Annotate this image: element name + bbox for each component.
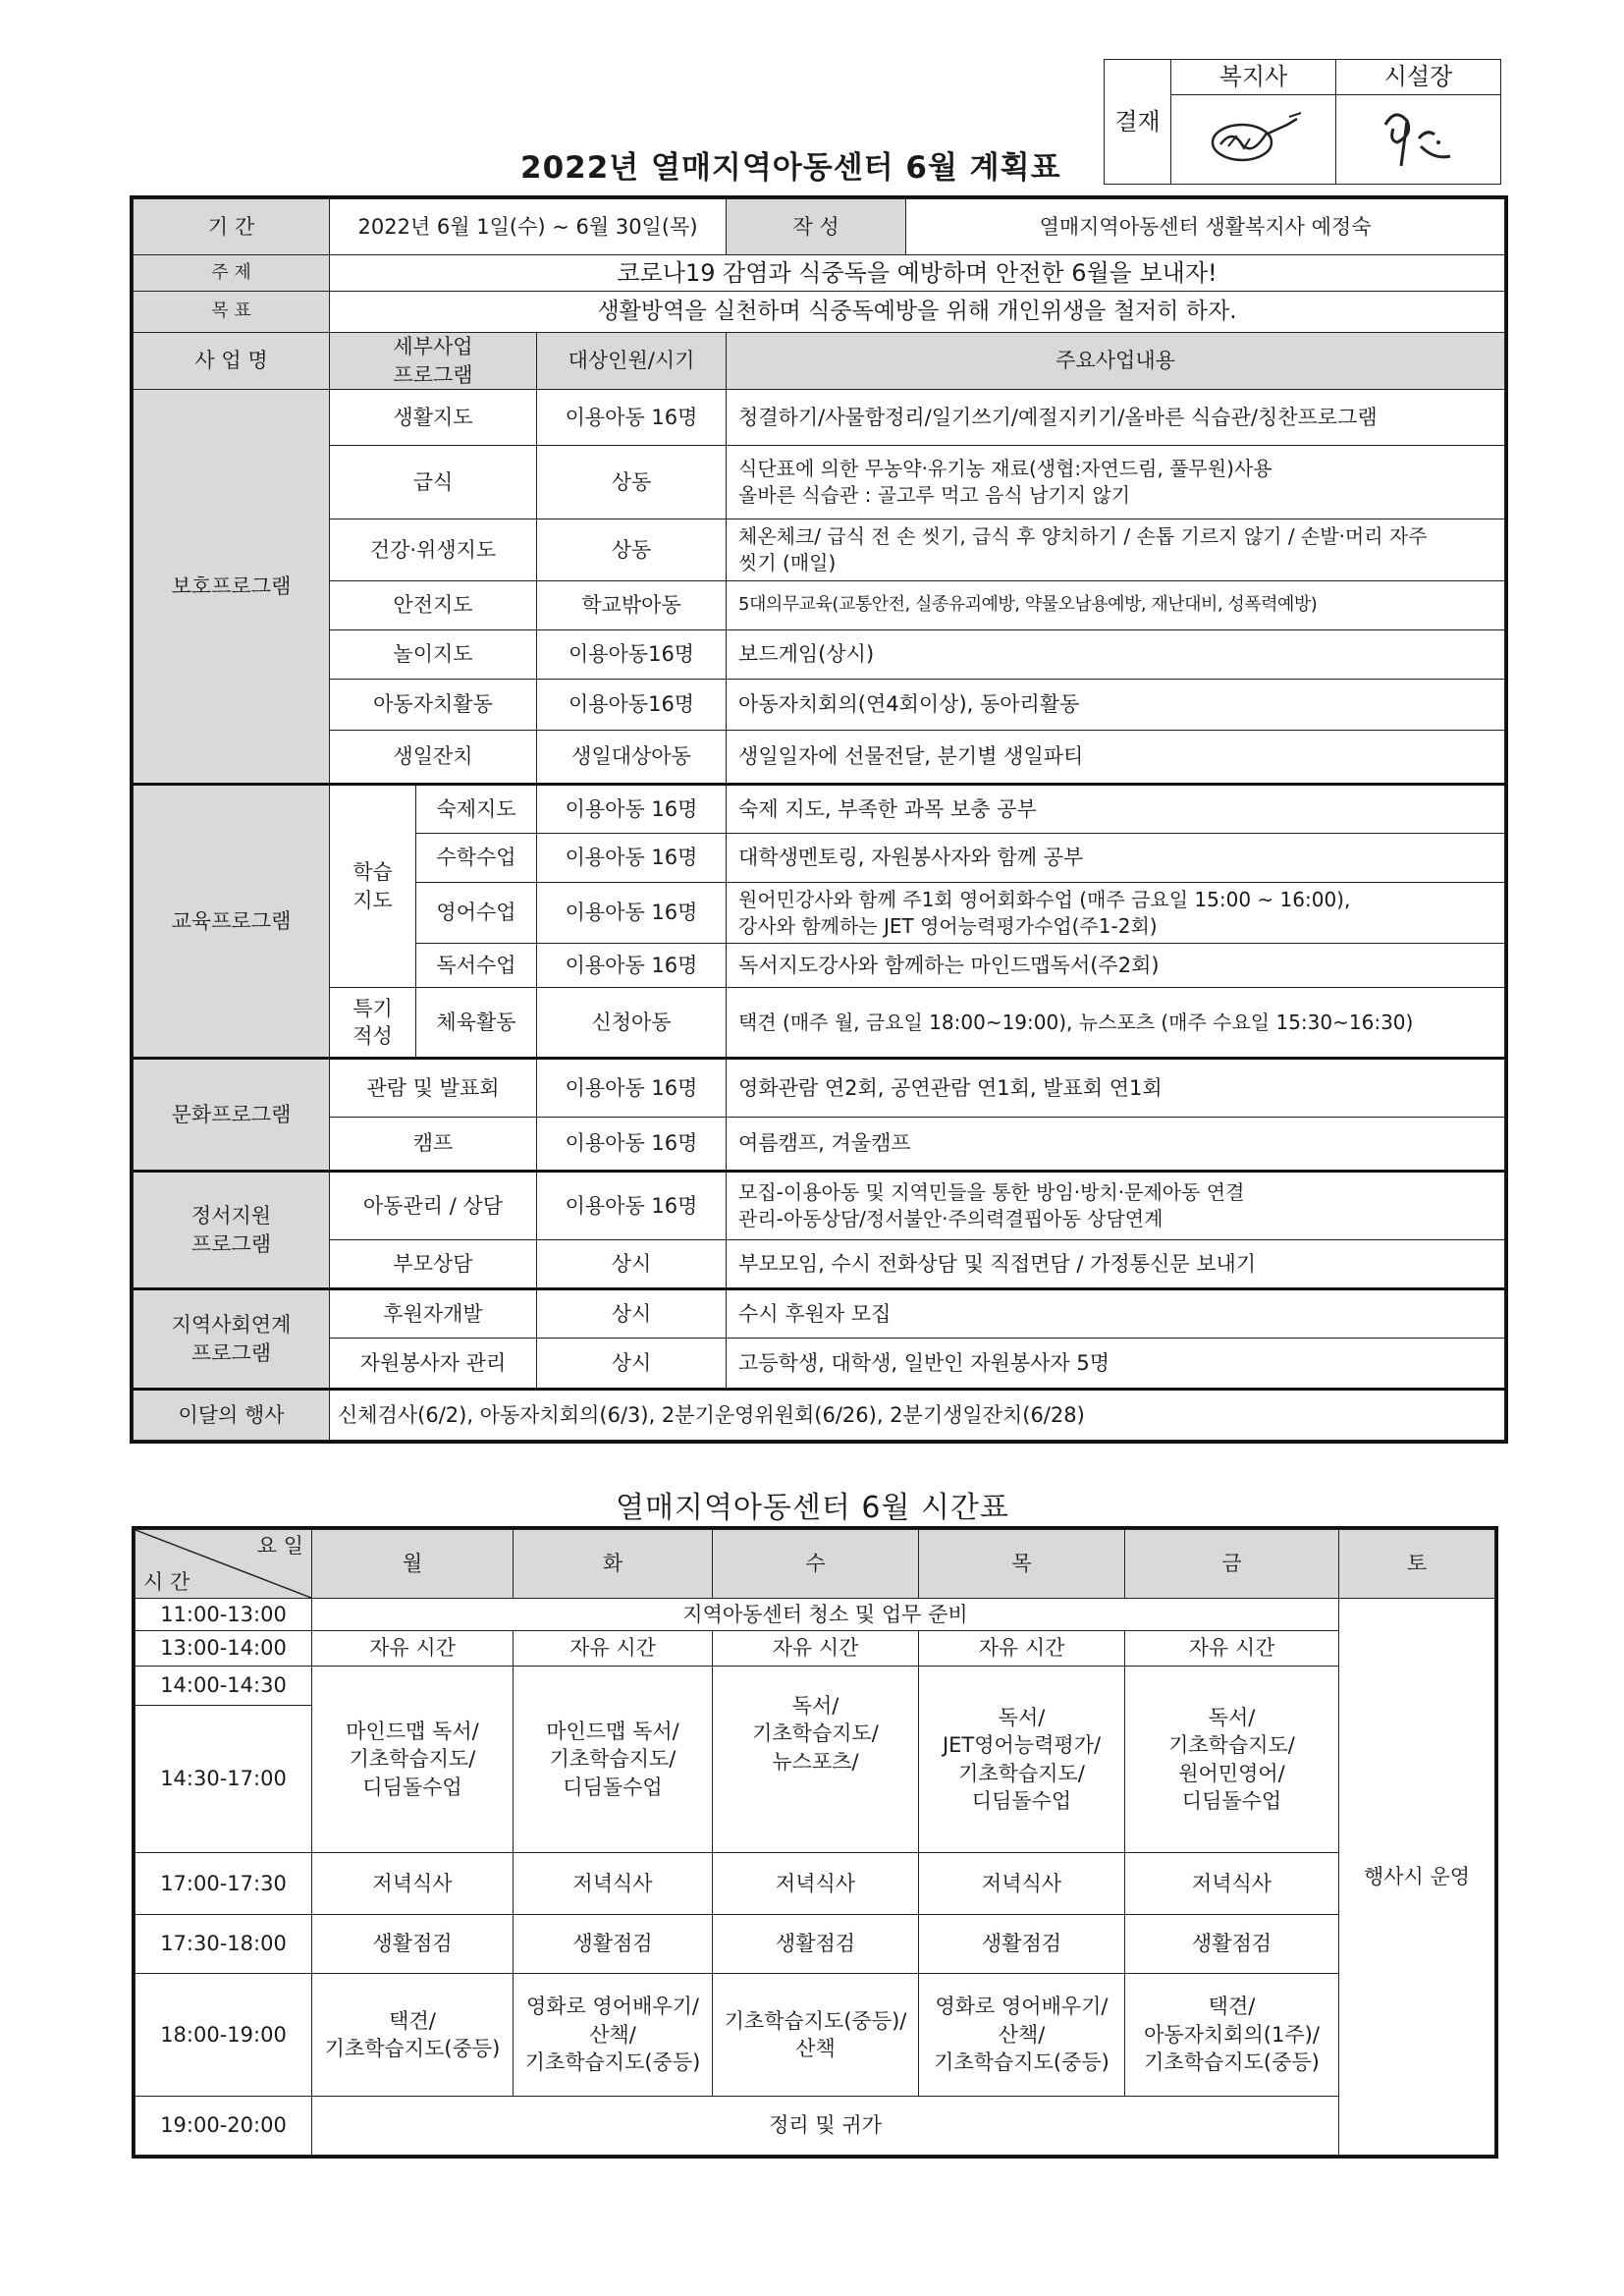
corner-time-label: 시 간 [143,1569,190,1594]
plan-table [133,198,1505,1441]
schedule-cell: 자유 시간 [514,1631,713,1667]
schedule-line: 마인드맵 독서/ [346,1719,479,1743]
day-header: 금 [1125,1530,1339,1599]
schedule-cell [713,1667,919,1853]
program-content-line: 올바른 식습관 : 골고루 먹고 음식 남기지 않기 [738,483,1131,507]
schedule-line: 기초학습지도/ [1168,1733,1295,1758]
theme-value: 코로나19 감염과 식중독을 예방하며 안전한 6월을 보내자! [330,255,1505,292]
program-content-line: 식단표에 의한 무농약·유기농 재료(생협:자연드림, 풀무원)사용 [738,457,1272,480]
theme-label: 주 제 [134,255,330,292]
head-detail-line1: 세부사업 [393,335,473,359]
events-value: 신체검사(6/2), 아동자치회의(6/3), 2분기운영위원회(6/26), 2분기생일잔치(6/28) [330,1390,1505,1441]
program-name: 생일잔치 [330,731,537,785]
community-program-line1: 지역사회연계 [171,1313,292,1338]
program-target: 이용아동 16명 [537,944,727,988]
program-name: 생활지도 [330,390,537,446]
approval-col-social-worker: 복지사 [1171,60,1336,95]
program-name: 수학수업 [416,834,537,883]
schedule-line: 마인드맵 독서/ [546,1719,679,1743]
program-name: 건강·위생지도 [330,519,537,581]
program-name: 아동자치활동 [330,680,537,731]
director-signature [1336,95,1501,185]
schedule-line: 디딤돌수업 [563,1775,663,1799]
head-business: 사 업 명 [134,333,330,390]
schedule-cell [514,1667,713,1853]
schedule-line: 기초학습지도(중등)/ [724,2008,907,2033]
schedule-cell: 생활점검 [919,1915,1125,1974]
program-target: 상시 [537,1339,727,1390]
schedule-cell [919,1667,1125,1853]
program-content [727,519,1505,581]
program-name: 자원봉사자 관리 [330,1339,537,1390]
social-worker-signature [1171,95,1336,185]
time-slot: 19:00-20:00 [135,2097,312,2156]
corner-day-label: 요 일 [256,1534,303,1558]
timetable-corner [135,1530,312,1599]
schedule-line: 독서/ [791,1694,839,1718]
schedule-cell [312,1974,514,2097]
program-content: 고등학생, 대학생, 일반인 자원봉사자 5명 [727,1339,1505,1390]
schedule-cell: 저녁식사 [312,1853,514,1915]
schedule-line: 기초학습지도/ [752,1722,879,1746]
schedule-cell [1125,1974,1339,2097]
program-content: 아동자치회의(연4회이상), 동아리활동 [727,680,1505,731]
program-content: 보드게임(상시) [727,630,1505,680]
program-target: 이용아동 16명 [537,883,727,944]
writer-label: 작 성 [727,199,906,255]
program-name: 안전지도 [330,581,537,630]
protect-program-label: 보호프로그램 [134,390,330,785]
program-name: 독서수업 [416,944,537,988]
program-name: 급식 [330,446,537,519]
schedule-cell [919,1974,1125,2097]
culture-program-label: 문화프로그램 [134,1059,330,1172]
approval-label: 결재 [1105,60,1171,185]
program-content-line: 관리-아동상담/정서불안·주의력결핍아동 상담연계 [738,1207,1164,1230]
program-name: 캠프 [330,1118,537,1172]
program-target: 이용아동16명 [537,630,727,680]
time-slot: 13:00-14:00 [135,1631,312,1667]
schedule-line: 독서/ [1208,1705,1256,1729]
goal-label: 목 표 [134,292,330,333]
schedule-line: 디딤돌수업 [1181,1788,1282,1813]
program-content: 숙제 지도, 부족한 과목 보충 공부 [727,785,1505,834]
emotion-program-line2: 프로그램 [190,1231,272,1256]
schedule-line: JET영어능력평가/ [942,1733,1102,1758]
emotion-program-label [134,1172,330,1289]
schedule-cell: 생활점검 [312,1915,514,1974]
program-content-line: 강사와 함께하는 JET 영어능력평가수업(주1-2회) [738,913,1158,938]
program-content: 5대의무교육(교통안전, 실종유괴예방, 약물오남용예방, 재난대비, 성폭력예방) [727,581,1505,630]
program-content: 택견 (매주 월, 금요일 18:00~19:00), 뉴스포츠 (매주 수요일 15:30~16:30) [727,988,1505,1059]
program-content: 영화관람 연2회, 공연관람 연1회, 발표회 연1회 [727,1059,1505,1118]
program-content: 청결하기/사물함정리/일기쓰기/예절지키기/올바른 식습관/칭찬프로그램 [727,390,1505,446]
program-content-line: 모집-이용아동 및 지역민들을 통한 방임·방치·문제아동 연결 [738,1180,1245,1204]
program-name: 놀이지도 [330,630,537,680]
schedule-cell: 자유 시간 [919,1631,1125,1667]
schedule-line: 택견/ [389,2008,436,2033]
time-slot: 17:30-18:00 [135,1915,312,1974]
program-target: 이용아동 16명 [537,834,727,883]
day-header: 월 [312,1530,514,1599]
program-name: 영어수업 [416,883,537,944]
day-header: 화 [514,1530,713,1599]
time-slot: 11:00-13:00 [135,1599,312,1631]
approval-col-director: 시설장 [1336,60,1501,95]
writer-value: 열매지역아동센터 생활복지사 예정숙 [906,199,1505,255]
timetable-title: 열매지역아동센터 6월 시간표 [616,1491,1009,1525]
edu-sub-study: 학습 지도 [330,785,416,988]
schedule-line: 산책/ [589,2022,636,2047]
schedule-cell: 자유 시간 [312,1631,514,1667]
program-content: 대학생멘토링, 자원봉사자와 함께 공부 [727,834,1505,883]
emotion-program-line1: 정서지원 [190,1204,272,1229]
program-name: 후원자개발 [330,1289,537,1339]
slot-all-days: 정리 및 귀가 [312,2097,1339,2156]
schedule-cell: 생활점검 [514,1915,713,1974]
schedule-cell [514,1974,713,2097]
edu-program-label: 교육프로그램 [134,785,330,1059]
program-name: 부모상담 [330,1240,537,1289]
schedule-line: 기초학습지도/ [349,1747,476,1772]
head-content: 주요사업내용 [727,333,1505,390]
schedule-line: 영화로 영어배우기/ [525,1995,700,2019]
schedule-cell: 저녁식사 [514,1853,713,1915]
program-content: 여름캠프, 겨울캠프 [727,1118,1505,1172]
program-target: 학교밖아동 [537,581,727,630]
program-target: 상동 [537,519,727,581]
schedule-line: 디딤돌수업 [971,1788,1072,1813]
schedule-line: 산책/ [998,2022,1046,2047]
program-content-line: 원어민강사와 함께 주1회 영어회화수업 (매주 금요일 15:00 ~ 16:00), [738,887,1351,911]
program-target: 이용아동 16명 [537,1172,727,1240]
community-program-label [134,1289,330,1390]
program-target: 신청아동 [537,988,727,1059]
schedule-line: 기초학습지도(중등) [524,2050,701,2075]
program-target: 이용아동16명 [537,680,727,731]
schedule-line: 디딤돌수업 [362,1775,462,1799]
plan-title: 2022년 열매지역아동센터 6월 계획표 [520,150,1061,186]
program-content: 부모모임, 수시 전화상담 및 직접면담 / 가정통신문 보내기 [727,1240,1505,1289]
schedule-cell: 저녁식사 [919,1853,1125,1915]
time-slot: 14:30-17:00 [135,1706,312,1853]
schedule-line: 원어민영어/ [1178,1761,1285,1785]
program-content [727,446,1505,519]
schedule-line: 뉴스포츠/ [772,1749,859,1774]
schedule-cell [713,1974,919,2097]
schedule-cell: 자유 시간 [713,1631,919,1667]
day-header: 목 [919,1530,1125,1599]
period-value: 2022년 6월 1일(수) ~ 6월 30일(목) [330,199,727,255]
slot-all-days: 지역아동센터 청소 및 업무 준비 [312,1599,1339,1631]
program-content-line: 씻기 (매일) [738,551,837,574]
schedule-line: 영화로 영어배우기/ [935,1995,1109,2019]
schedule-cell: 생활점검 [1125,1915,1339,1974]
program-target: 생일대상아동 [537,731,727,785]
schedule-cell: 자유 시간 [1125,1631,1339,1667]
timetable [135,1529,1495,2156]
schedule-line: 기초학습지도(중등) [1144,2050,1320,2075]
schedule-cell: 저녁식사 [1125,1853,1339,1915]
time-slot: 14:00-14:30 [135,1667,312,1706]
head-detail [330,333,537,390]
events-label: 이달의 행사 [134,1390,330,1441]
schedule-line: 기초학습지도(중등) [324,2037,501,2060]
goal-value: 생활방역을 실천하며 식중독예방을 위해 개인위생을 철저히 하자. [330,292,1505,333]
program-content: 생일일자에 선물전달, 분기별 생일파티 [727,731,1505,785]
program-name: 아동관리 / 상담 [330,1172,537,1240]
schedule-cell: 생활점검 [713,1915,919,1974]
schedule-line: 아동자치회의(1주)/ [1144,2022,1320,2047]
program-content [727,883,1505,944]
program-target: 이용아동 16명 [537,1118,727,1172]
program-content [727,1172,1505,1240]
schedule-cell [312,1667,514,1853]
schedule-cell: 저녁식사 [713,1853,919,1915]
schedule-line: 독서/ [998,1705,1046,1729]
schedule-cell [1125,1667,1339,1853]
schedule-line: 택견/ [1208,1995,1256,2019]
program-target: 이용아동 16명 [537,1059,727,1118]
program-name: 숙제지도 [416,785,537,834]
schedule-line: 산책 [795,2037,836,2060]
program-target: 상시 [537,1289,727,1339]
saturday-cell: 행사시 운영 [1339,1599,1495,2156]
program-target: 이용아동 16명 [537,390,727,446]
program-content-line: 체온체크/ 급식 전 손 씻기, 급식 후 양치하기 / 손톱 기르지 않기 / 손발·머리 자주 [738,524,1428,548]
schedule-line: 기초학습지도/ [958,1761,1085,1785]
head-detail-line2: 프로그램 [393,362,473,387]
program-content: 독서지도강사와 함께하는 마인드맵독서(주2회) [727,944,1505,988]
program-target: 이용아동 16명 [537,785,727,834]
head-target: 대상인원/시기 [537,333,727,390]
approval-box [1104,59,1501,185]
community-program-line2: 프로그램 [190,1340,272,1365]
program-name: 관람 및 발표회 [330,1059,537,1118]
program-content: 수시 후원자 모집 [727,1289,1505,1339]
schedule-line: 기초학습지도(중등) [934,2050,1110,2075]
program-target: 상동 [537,446,727,519]
time-slot: 18:00-19:00 [135,1974,312,2097]
time-slot: 17:00-17:30 [135,1853,312,1915]
period-label: 기 간 [134,199,330,255]
program-name: 체육활동 [416,988,537,1059]
day-header: 토 [1339,1530,1495,1599]
program-target: 상시 [537,1240,727,1289]
day-header: 수 [713,1530,919,1599]
edu-sub-talent: 특기 적성 [330,988,416,1059]
schedule-line: 기초학습지도/ [549,1747,677,1772]
